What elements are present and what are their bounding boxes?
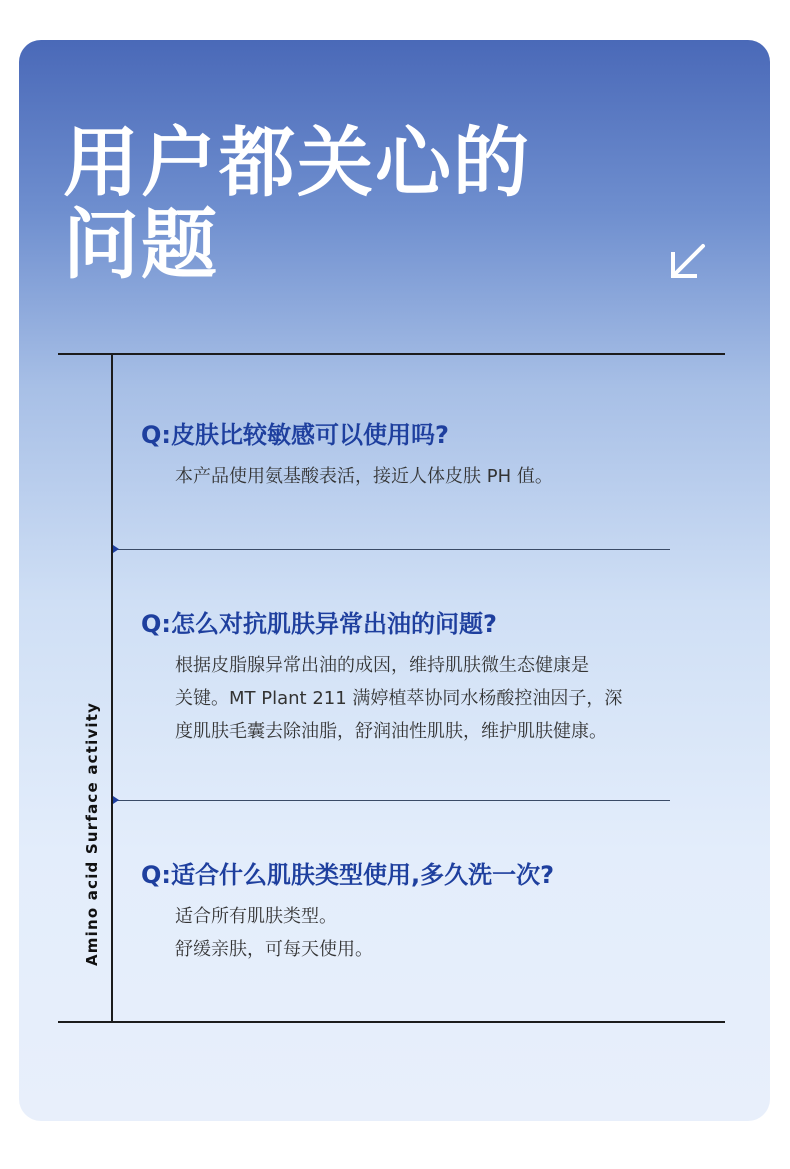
row-divider-1 xyxy=(113,549,670,550)
faq-item xyxy=(141,420,701,493)
faq-question: Q:皮肤比较敏感可以使用吗? xyxy=(141,421,449,449)
title-line-2: 问题 xyxy=(63,200,219,289)
faq-answer-line: 根据皮脂腺异常出油的成因，维持肌肤微生态健康是 xyxy=(175,655,589,676)
faq-question: Q:适合什么肌肤类型使用,多久洗一次? xyxy=(141,861,555,889)
faq-answer xyxy=(175,649,701,748)
title-line-1: 用户都关心的 xyxy=(63,118,531,207)
arrow-down-left-icon xyxy=(665,240,709,284)
faq-item xyxy=(141,860,701,966)
faq-item xyxy=(141,609,701,748)
faq-question: Q:怎么对抗肌肤异常出油的问题? xyxy=(141,610,497,638)
row-marker-1 xyxy=(113,545,119,553)
top-divider xyxy=(58,353,725,355)
row-marker-2 xyxy=(113,796,119,804)
faq-card xyxy=(19,40,770,1121)
faq-answer-line: 关键。MT Plant 211 满婷植萃协同水杨酸控油因子，深 xyxy=(175,688,623,709)
faq-answer-line: 本产品使用氨基酸表活，接近人体皮肤 PH 值。 xyxy=(175,466,553,487)
faq-answer-line: 舒缓亲肤，可每天使用。 xyxy=(175,939,373,960)
faq-answer xyxy=(175,460,701,493)
side-label: Amino acid Surface activity xyxy=(83,701,101,966)
bottom-divider xyxy=(58,1021,725,1023)
row-divider-2 xyxy=(113,800,670,801)
faq-answer xyxy=(175,900,701,966)
vertical-divider xyxy=(111,353,113,1023)
faq-answer-line: 度肌肤毛囊去除油脂，舒润油性肌肤，维护肌肤健康。 xyxy=(175,721,607,742)
faq-answer-line: 适合所有肌肤类型。 xyxy=(175,906,337,927)
page-title xyxy=(63,118,531,289)
